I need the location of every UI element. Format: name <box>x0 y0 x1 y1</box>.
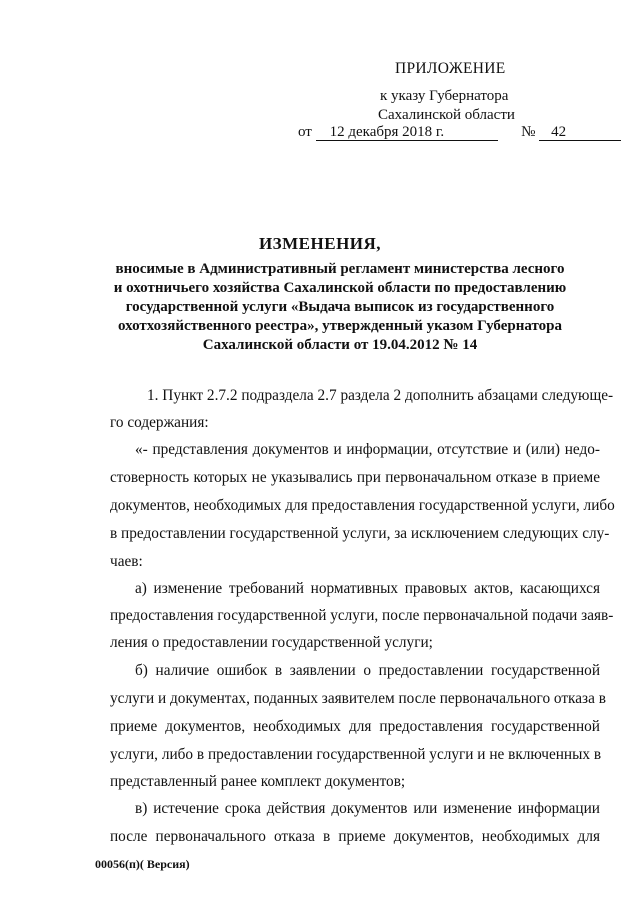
body-line: услуги и документах, поданных заявителем после первоначального отказа в <box>110 690 606 707</box>
subtitle-line: и охотничьего хозяйства Сахалинской области по предоставлению <box>113 280 567 296</box>
subtitle-line: вносимые в Административный регламент министерства лесного <box>115 261 565 277</box>
body-line: предоставления государственной услуги, после первоначальной подачи заяв- <box>110 607 614 624</box>
body-line: а) изменение требований нормативных правовых актов, касающихся <box>135 580 600 597</box>
decree-number: 42 <box>539 125 621 141</box>
date-prefix: от <box>298 124 312 140</box>
body-line: стоверность которых не указывались при первоначальном отказе в приеме <box>110 469 600 486</box>
subtitle-line: Сахалинской области от 19.04.2012 № 14 <box>202 337 478 353</box>
decree-date: 12 декабря 2018 г. <box>316 125 498 141</box>
body-line: в) истечение срока действия документов или изменение информации <box>135 800 600 817</box>
body-line: 1. Пункт 2.7.2 подраздела 2.7 раздела 2 дополнить абзацами следующе- <box>147 387 614 404</box>
document-title: ИЗМЕНЕНИЯ, <box>258 234 382 253</box>
body-line: в предоставлении государственной услуги, за исключением следующих слу- <box>110 525 610 542</box>
decree-reference-line: к указу Губернатора <box>380 88 509 104</box>
region-line: Сахалинской области <box>378 107 515 123</box>
body-line: б) наличие ошибок в заявлении о предоставлении государственной <box>135 662 600 679</box>
body-line: приеме документов, необходимых для предоставления государственной <box>110 718 600 735</box>
body-line: документов, необходимых для предоставления государственной услуги, либо <box>110 497 615 514</box>
appendix-heading: ПРИЛОЖЕНИЕ <box>395 60 506 77</box>
number-prefix: № <box>521 124 536 140</box>
body-line: услуги, либо в предоставлении государственной услуги и не включенных в <box>110 746 602 763</box>
body-line: «- представления документов и информации, отсутствие и (или) недо- <box>135 441 600 458</box>
body-line: ления о предоставлении государственной услуги; <box>110 634 433 651</box>
date-number-line <box>298 124 621 141</box>
subtitle-line: государственной услуги «Выдача выписок из государственного <box>125 299 555 315</box>
body-line: после первоначального отказа в приеме документов, необходимых для <box>110 828 600 845</box>
body-line: чаев: <box>110 553 143 570</box>
document-code: 00056(п)( Версия) <box>95 857 190 871</box>
body-line: представленный ранее комплект документов; <box>110 773 406 790</box>
subtitle-line: охотхозяйственного реестра», утвержденный указом Губернатора <box>118 318 562 334</box>
document-subtitle <box>100 260 580 355</box>
body-line: го содержания: <box>110 414 209 431</box>
